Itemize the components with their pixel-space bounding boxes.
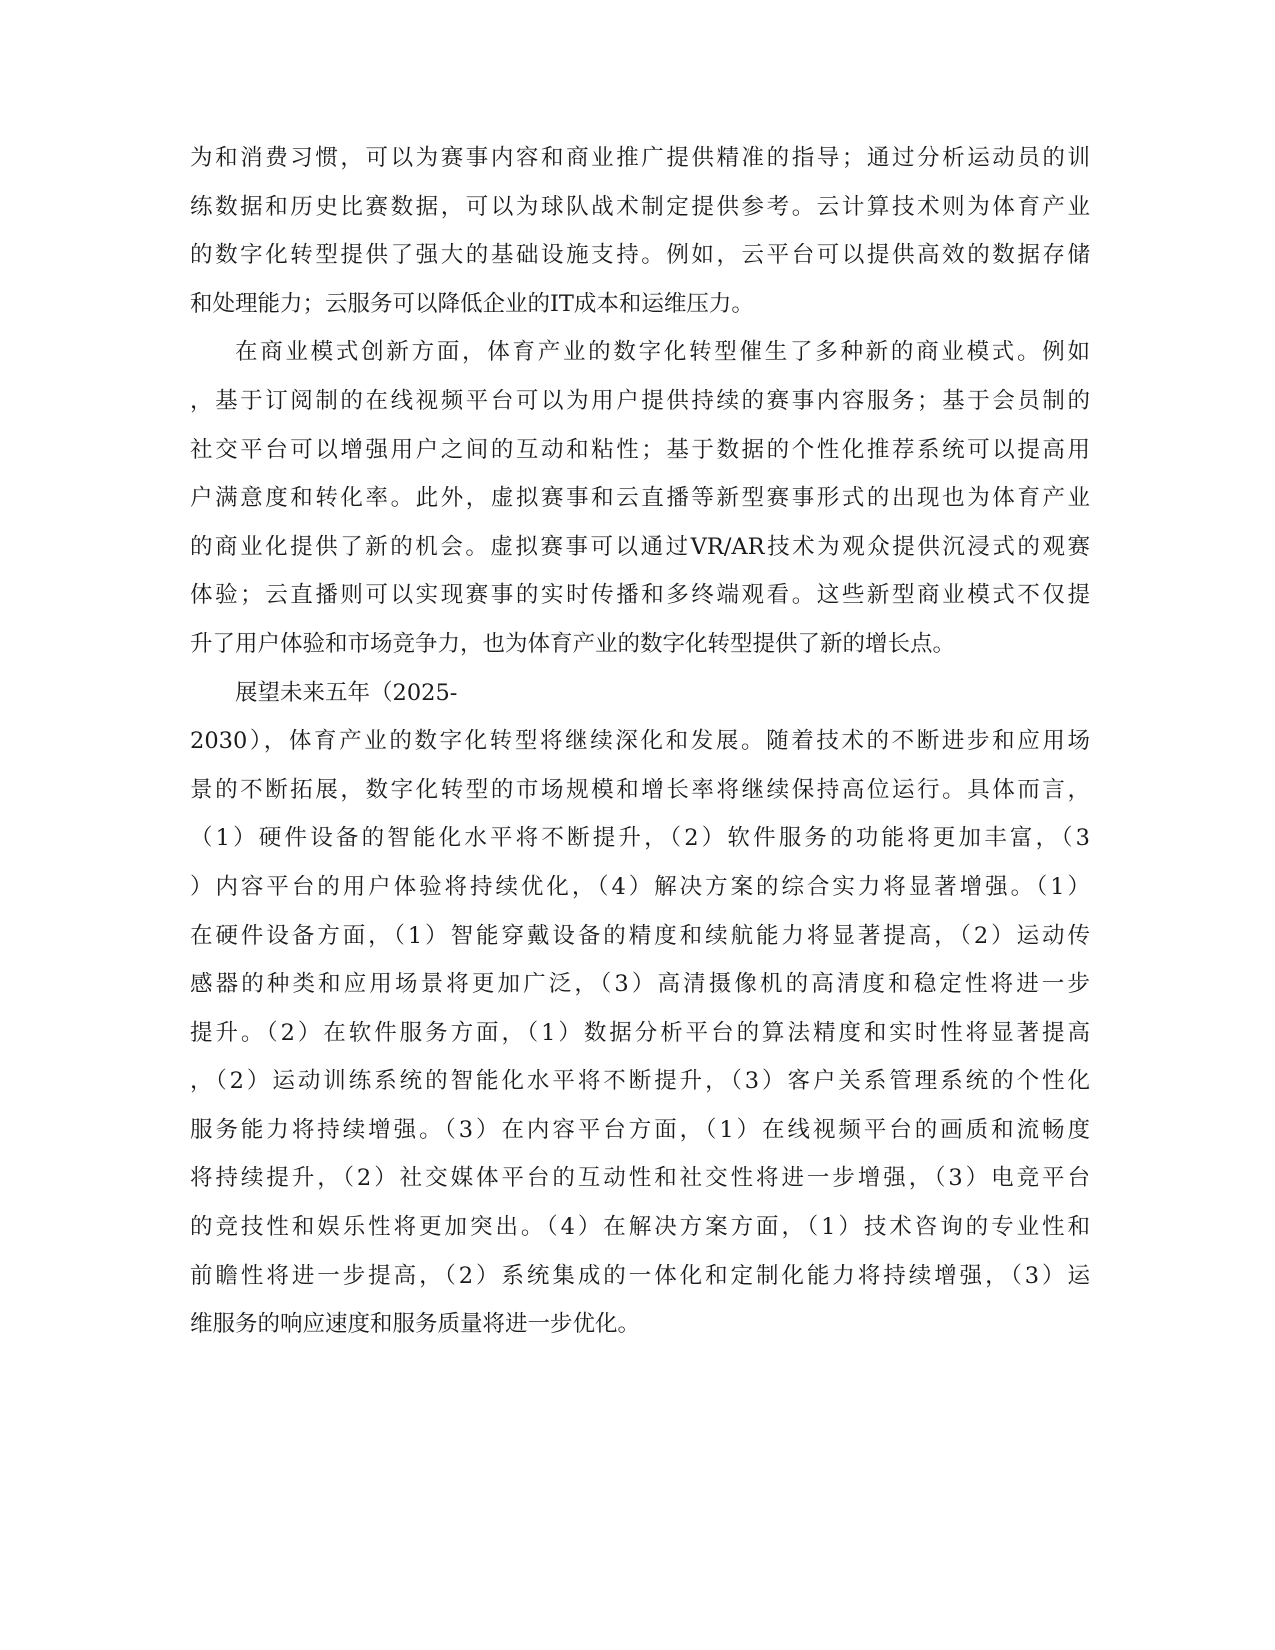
text-line: 户满意度和转化率。此外，虚拟赛事和云直播等新型赛事形式的出现也为体育产业 bbox=[190, 485, 1090, 512]
text-line: 前瞻性将进一步提高，（2）系统集成的一体化和定制化能力将持续增强，（3）运 bbox=[190, 1262, 1090, 1289]
text-line: 的商业化提供了新的机会。虚拟赛事可以通过VR/AR技术为观众提供沉浸式的观赛 bbox=[190, 533, 1090, 560]
text-line: 在硬件设备方面，（1）智能穿戴设备的精度和续航能力将显著提高，（2）运动传 bbox=[190, 922, 1090, 949]
text-line: 提升。（2）在软件服务方面，（1）数据分析平台的算法精度和实时性将显著提高 bbox=[190, 1019, 1090, 1046]
text-line: 为和消费习惯，可以为赛事内容和商业推广提供精准的指导；通过分析运动员的训 bbox=[190, 145, 1090, 171]
paragraph-2 bbox=[190, 328, 1090, 668]
text-line: 景的不断拓展，数字化转型的市场规模和增长率将继续保持高位运行。具体而言， bbox=[190, 776, 1090, 803]
text-line: 2030），体育产业的数字化转型将继续深化和发展。随着技术的不断进步和应用场 bbox=[190, 728, 1090, 755]
paragraph-3 bbox=[190, 669, 1090, 1349]
text-line: 的数字化转型提供了强大的基础设施支持。例如，云平台可以提供高效的数据存储 bbox=[190, 242, 1090, 269]
text-line: 将持续提升，（2）社交媒体平台的互动性和社交性将进一步增强，（3）电竞平台 bbox=[190, 1165, 1090, 1192]
text-line: ，基于订阅制的在线视频平台可以为用户提供持续的赛事内容服务；基于会员制的 bbox=[190, 387, 1090, 414]
text-line: 服务能力将持续增强。（3）在内容平台方面，（1）在线视频平台的画质和流畅度 bbox=[190, 1116, 1090, 1143]
document-body bbox=[190, 134, 1090, 1349]
text-line: 体验；云直播则可以实现赛事的实时传播和多终端观看。这些新型商业模式不仅提 bbox=[190, 582, 1090, 609]
text-line: 练数据和历史比赛数据，可以为球队战术制定提供参考。云计算技术则为体育产业 bbox=[190, 193, 1090, 220]
text-line: （1）硬件设备的智能化水平将不断提升，（2）软件服务的功能将更加丰富，（3 bbox=[190, 825, 1090, 852]
text-line: ，（2）运动训练系统的智能化水平将不断提升，（3）客户关系管理系统的个性化 bbox=[190, 1068, 1090, 1095]
text-line: 社交平台可以增强用户之间的互动和粘性；基于数据的个性化推荐系统可以提高用 bbox=[190, 436, 1090, 463]
text-line: 感器的种类和应用场景将更加广泛，（3）高清摄像机的高清度和稳定性将进一步 bbox=[190, 971, 1090, 998]
text-line: 展望未来五年（2025- bbox=[235, 679, 458, 706]
text-line: 的竞技性和娱乐性将更加突出。（4）在解决方案方面，（1）技术咨询的专业性和 bbox=[190, 1214, 1090, 1241]
text-line: 在商业模式创新方面，体育产业的数字化转型催生了多种新的商业模式。例如 bbox=[235, 339, 1090, 366]
text-line: 和处理能力；云服务可以降低企业的IT成本和运维压力。 bbox=[190, 290, 754, 317]
paragraph-1 bbox=[190, 134, 1090, 328]
text-line: ）内容平台的用户体验将持续优化，（4）解决方案的综合实力将显著增强。（1） bbox=[190, 873, 1090, 900]
text-line: 升了用户体验和市场竞争力，也为体育产业的数字化转型提供了新的增长点。 bbox=[190, 630, 956, 657]
text-line: 维服务的响应速度和服务质量将进一步优化。 bbox=[190, 1311, 641, 1338]
